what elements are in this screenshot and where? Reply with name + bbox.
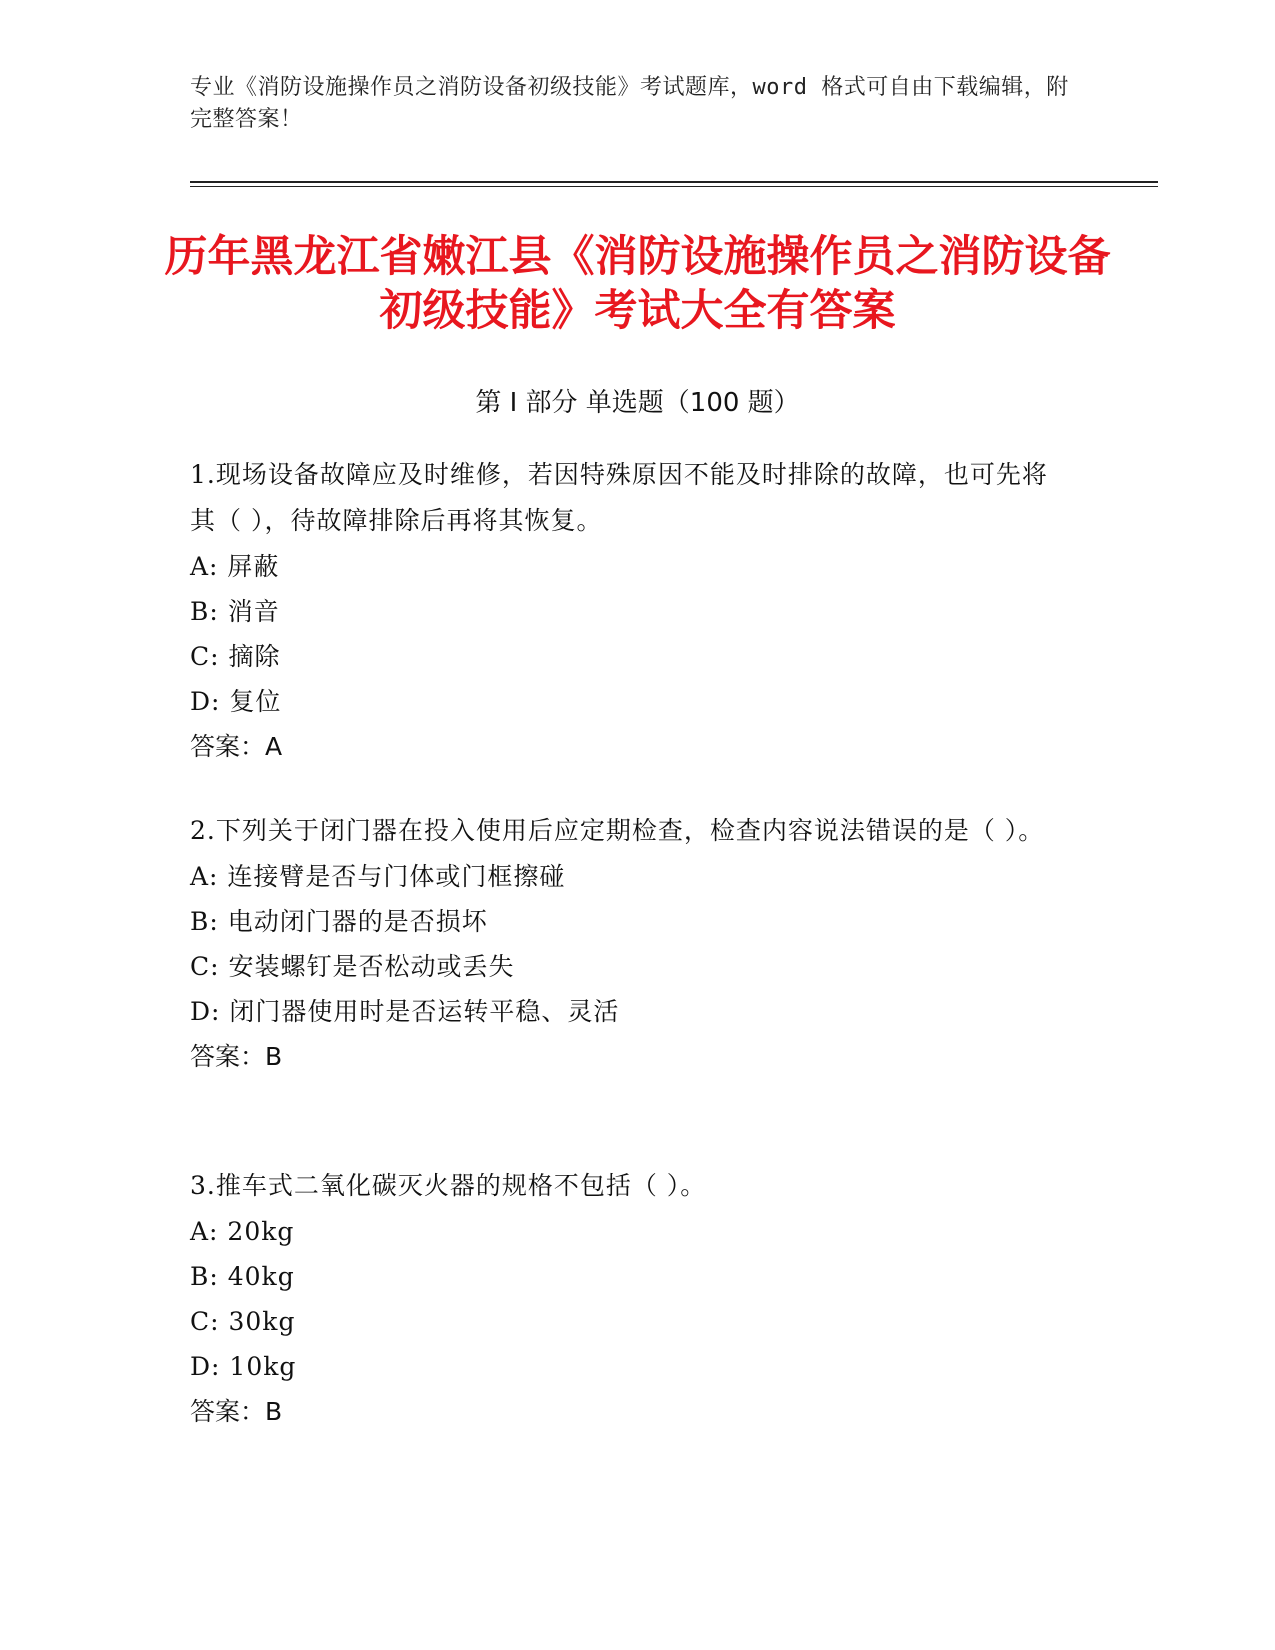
section-heading: 第 I 部分 单选题（100 题） <box>475 388 800 418</box>
answer-line: 答案：B <box>190 1042 283 1071</box>
option-b: B: 电动闭门器的是否损坏 <box>190 907 488 936</box>
option-a: A: 20kg <box>190 1217 295 1246</box>
question-stem: 3.推车式二氧化碳灭火器的规格不包括（ ）。 <box>190 1171 707 1200</box>
option-d: D: 10kg <box>190 1352 297 1381</box>
question-stem: 1.现场设备故障应及时维修，若因特殊原因不能及时排除的故障，也可先将其（ ），待故障排除后再将其恢复。 <box>190 460 1048 535</box>
answer-line: 答案：A <box>190 732 283 761</box>
header-divider-thick <box>190 181 1158 183</box>
option-a: A: 连接臂是否与门体或门框擦碰 <box>190 862 566 891</box>
header-note: 专业《消防设施操作员之消防设备初级技能》考试题库，word 格式可自由下载编辑，附完整答案！ <box>190 75 1069 132</box>
option-d: D: 闭门器使用时是否运转平稳、灵活 <box>190 997 620 1026</box>
option-c: C: 摘除 <box>190 642 281 671</box>
document-title: 历年黑龙江省嫩江县《消防设施操作员之消防设备初级技能》考试大全有答案 <box>164 232 1111 336</box>
option-c: C: 安装螺钉是否松动或丢失 <box>190 952 515 981</box>
option-a: A: 屏蔽 <box>190 552 280 581</box>
question-stem: 2.下列关于闭门器在投入使用后应定期检查，检查内容说法错误的是（ ）。 <box>190 816 1045 845</box>
option-d: D: 复位 <box>190 687 282 716</box>
header-divider-thin <box>190 186 1158 187</box>
option-c: C: 30kg <box>190 1307 296 1336</box>
answer-line: 答案：B <box>190 1397 283 1426</box>
question-3 <box>190 1163 1070 1434</box>
option-b: B: 40kg <box>190 1262 295 1291</box>
option-b: B: 消音 <box>190 597 280 626</box>
question-1 <box>190 452 1070 769</box>
question-2 <box>190 808 1070 1079</box>
